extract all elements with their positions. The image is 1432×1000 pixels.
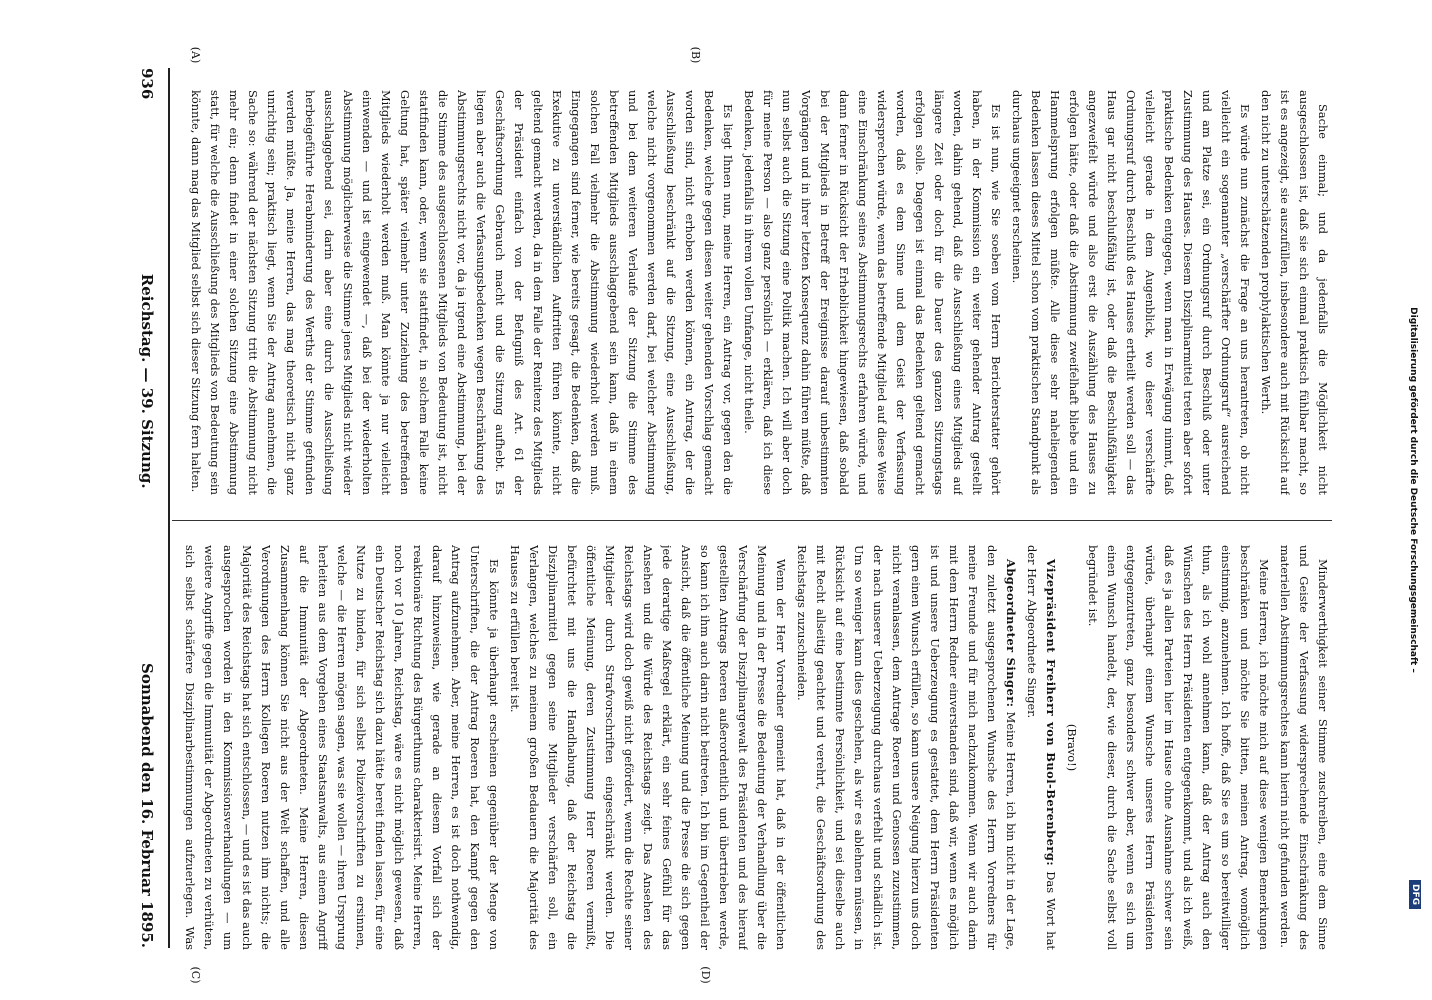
page-header: [132, 68, 162, 948]
paragraph: Es liegt Ihnen nun, meine Herren, ein Antrag vor, gegen den die Bedenken, welche gegen diesen weiter gehenden Vorschlag gemacht worden sind, nicht erhoben werden können, ein Antrag, der die Ausschließung beschränkt auf die Sitzung, eine Ausschließung, welche nicht vorgenommen werden darf, bei welcher Abstimmung und bei dem weiteren Verlaufe der Sitzung die Stimme des betreffenden Mitglieds ausschlaggebend sein kann, daß in einem solchen Fall vielmehr die Abstimmung wiederholt werden muß. Eingegangen sind ferner, wie bereits gesagt, die Bedenken, daß die Exekutive zu unverständlichen Auftritten führen könnte, nicht geltend gemacht werden, da in dem Falle der Renitenz des Mitglieds der Präsident einfach von der Befugniß des Art. 61 der Geschäftsordnung Gebrauch macht und die Sitzung aufhebt. Es liegen aber auch die Verfassungsbedenken wegen Beschränkung des Abstimmungsrechts nicht vor, da ja irgend eine Abstimmung, bei der die Stimme des ausgeschlossenen Mitglieds von Bedeutung ist, nicht stattfinden kann, oder, wenn sie stattfindet, in solchem Falle keine Geltung hat, später vielmehr unter Zuziehung des betreffenden Mitglieds wiederholt werden muß. Man könnte ja nur vielleicht einwenden — und ist eingewendet —, daß bei der wiederholten Abstimmung möglicherweise die Stimme jenes Mitglieds nicht wieder ausschlaggebend sei, darin aber eine durch die Ausschließung herbeigeführte Herabminderung des Werths der Stimme gefunden werden müßte. Ja, meine Herren, das mag theoretisch nicht ganz unrichtig sein; praktisch liegt, wenn Sie der Antrag annehmen, die Sache so: während der nächsten Sitzung tritt die Abstimmung nicht mehr ein; denn findet in einer solchen Sitzung eine Abstimmung statt, für welche die Ausschließung des Mitglieds von Bedeutung sein könnte, dann mag das Mitglied selbst sich dieser Sitzung fern halten.: [189, 90, 735, 495]
margin-marker-c: (C): [189, 966, 202, 984]
right-column: [177, 545, 1332, 950]
speaker-name: Abgeordneter Singer:: [1004, 559, 1018, 708]
speech-text: Das Wort hat der Herr Abgeordnete Singer.: [1025, 545, 1058, 950]
session-title: Reichstag. — 39. Sitzung.: [138, 273, 156, 489]
paragraph: Sache einmal; und da jedenfalls die Möglichkeit nicht ausgeschlossen ist, daß sie sich einmal praktisch fühlbar macht, so ist es angezeigt, sie auszufüllen, insbesondere auch mit Rücksicht auf den nicht zu unterschätzenden prophylaktischen Werth.: [1259, 90, 1330, 495]
session-date: Sonnabend den 16. Februar 1895.: [138, 663, 156, 948]
header-rule: [168, 68, 170, 948]
speaker-name: Vizepräsident Freiherr von Buol-Berenberg:: [1044, 559, 1058, 867]
paragraph: Meine Herren, ich möchte mich auf diese wenigen Bemerkungen beschränken und möchte Sie bitten, meinen Antrag, womöglich einstimmig, anzunehmen. Ich hoffe, daß Sie es um so bereitwilliger thun, als ich wohl annehmen kann, daß der Antrag auch den Wünschen des Herrn Präsidenten entgegenkommt, und als ich weiß, daß es ja allen Parteien hier im Hause ohne Ausnahme schwer sein würde, überhaupt einem Wunsche unseres Herrn Präsidenten entgegenzutreten, ganz besonders schwer aber, wenn es sich um einen Wunsch handelt, der, wie dieser, durch die Sache selbst voll begründet ist.: [1086, 545, 1271, 950]
column-divider: [172, 520, 1332, 521]
left-column: [177, 90, 1332, 495]
page-number: 936: [138, 68, 156, 100]
paragraph: [1022, 545, 1060, 950]
dfg-logo: DFG: [1409, 880, 1421, 909]
paragraph: [792, 545, 1020, 950]
paragraph: Minderwerthigkeit seiner Stimme zuschreiben, eine dem Sinne und Geiste der Verfassung widersprechende Einschränkung des materiellen Abstimmungsrechtes kann hierin nicht gefunden werden.: [1278, 545, 1330, 950]
margin-marker-d: (D): [699, 966, 712, 984]
paragraph: Es würde nun zunächst die Frage an uns herantreten, ob nicht vielleicht ein sogenannter „verschärfter Ordnungsruf“ ausreichend und am Platze sei, ein Ordnungsruf durch Beschluß oder unter Zustimmung des Hauses. Diesem Disziplinarmittel treten aber sofort praktische Bedenken entgegen, wenn man in Erwägung nimmt, daß vielleicht gerade in dem Augenblick, wo dieser verschärfte Ordnungsruf durch Beschluß des Hauses ertheilt werden soll — das Haus gar nicht beschlußfähig ist, oder daß die Beschlußfähigkeit angezweifelt würde und also erst die Auszählung des Hauses zu erfolgen hätte, oder daß die Abstimmung zweifelhaft bliebe und ein Hammelsprung erfolgen müßte. Alle diese sehr naheliegenden Bedenken lassen dieses Mittel schon vom praktischen Standpunkt als durchaus ungeeignet erscheinen.: [1010, 90, 1252, 495]
margin-marker-b: (B): [689, 46, 702, 64]
margin-marker-a: (A): [189, 46, 202, 64]
digitization-note: Digitalisierung gefördert durch die Deutsche Forschungsgemeinschaft –: [1408, 307, 1418, 673]
paragraph: Es ist nun, wie Sie soeben vom Herrn Berichterstatter gehört haben, in der Kommission ein weiter gehender Antrag gestellt worden, dahin gehend, daß die Ausschließung eines Mitglieds auf längere Zeit oder doch für die Dauer des ganzen Sitzungstags erfolgen solle. Dagegen ist einmal das Bedenken geltend gemacht worden, daß es dem Sinne und dem Geist der Verfassung widersprechen würde, wenn das betreffende Mitglied auf diese Weise eine Einschränkung seines Abstimmungsrechts erfahren würde, und dann ferner in Rücksicht der Erheblichkeit hingewiesen, daß sobald bei der Mitglieds in Betreff der Ereignisse darauf unbestimmten Vorgängen und in ihrer letzten Konsequenz dahin führen müßte, daß nun selbst auch die Sitzung eine Politik machen. Ich will aber doch für meine Person — also ganz persönlich — erklären, daß ich diese Bedenken, jedenfalls in ihrem vollen Umfange, nicht theile.: [742, 90, 1003, 495]
rotated-newspaper-page: [82, 0, 1432, 1000]
speech-text: Meine Herren, ich bin nicht in der Lage, den zuletzt ausgesprochenen Wunsche des Herrn Vorredners für meine Freunde und für mich nachzukommen. Wenn wir auch darin mit dem Herrn Redner einverstanden sind, daß wir, wenn es möglich ist und unsere Ueberzeugung es gestattet, dem Herrn Präsidenten gern einen Wunsch erfüllen, so kann unsere Neigung hierzu uns doch nicht veranlassen, dem Antrage Roeren und Genossen zuzustimmen, der nach unserer Ueberzeugung durchaus verfehlt und schädlich ist. Um so weniger kann dies geschehen, als wir es ablehnen müssen, in Rücksicht auf eine bestimmte Persönlichkeit, und sei dieselbe auch mit Recht allseitig geachtet und verehrt, die Geschäftsordnung des Reichstags zuzuschneiden.: [795, 545, 1018, 950]
paragraph: Wenn der Herr Vorredner gemeint hat, daß in der öffentlichen Meinung und in der Presse die Bedeutung der Verhandlung über die Verschärfung der Disziplinargewalt des Präsidenten und des hierauf gestellten Antrags Roeren außerordentlich und übertrieben werde, so kann ich ihm auch darin nicht beitreten. Ich bin im Gegentheil der Ansicht, daß die öffentliche Meinung und die Presse die sich gegen jede derartige Maßregel erklärt, ein sehr feines Gefühl für das Ansehen und die Würde des Reichstags zeigt. Das Ansehen des Reichstags wird doch gewiß nicht gefördert, wenn die Rechte seiner Mitglieder durch Strafvorschriften eingeschränkt werden. Die öffentliche Meinung, deren Zustimmung Herr Roeren vermißt, befürchtet mit uns die Handhabung, daß der Reichstag die Disziplinarmittel gegen seine Mitglieder verschärfen soll, ein Verlangen, welches zu meinem großen Bedauern die Majorität des Hauses zu erfüllen bereit ist.: [508, 545, 788, 950]
applause-note: (Bravo!): [1065, 723, 1079, 772]
paragraph: Es könnte ja überhaupt erscheinen gegenüber der Menge von Unterschriften, die der Antrag Roeren hat, den Kampf gegen den Antrag aufzunehmen. Aber, meine Herren, es ist doch nothwendig, darauf hinzuweisen, wie gerade an diesem Vorfall sich der reaktionäre Richtung des Bürgerthums charakterisirt. Meine Herren, noch vor 10 Jahren, Reichstag, wäre es nicht möglich gewesen, daß ein Deutscher Reichstag sich dazu hätte bereit finden lassen, für eine Nutze zu binden, für sich selbst Polizeivorschriften zu ersinnen, welche — die Herren mögen sagen, was sie wollen — ihren Ursprung herleiten aus dem Vorgehen eines Staatsanwalts, aus einem Angriff auf die Immunität der Abgeordneten. Meine Herren, diesen Zusammenhang können Sie nicht aus der Welt schaffen, und alle Verordnungen des Herrn Kollegen Roeren nutzen ihm nichts; die Majorität des Reichstags hat sich entschlossen, — und es ist das auch ausgesprochen worden in den Kommissionsverhandlungen — um weitere Angriffe gegen die Immunität der Abgeordneten zu verhüten, sich selbst schärfere Disziplinarbestimmungen aufzuerlegen. Was: [183, 545, 501, 950]
